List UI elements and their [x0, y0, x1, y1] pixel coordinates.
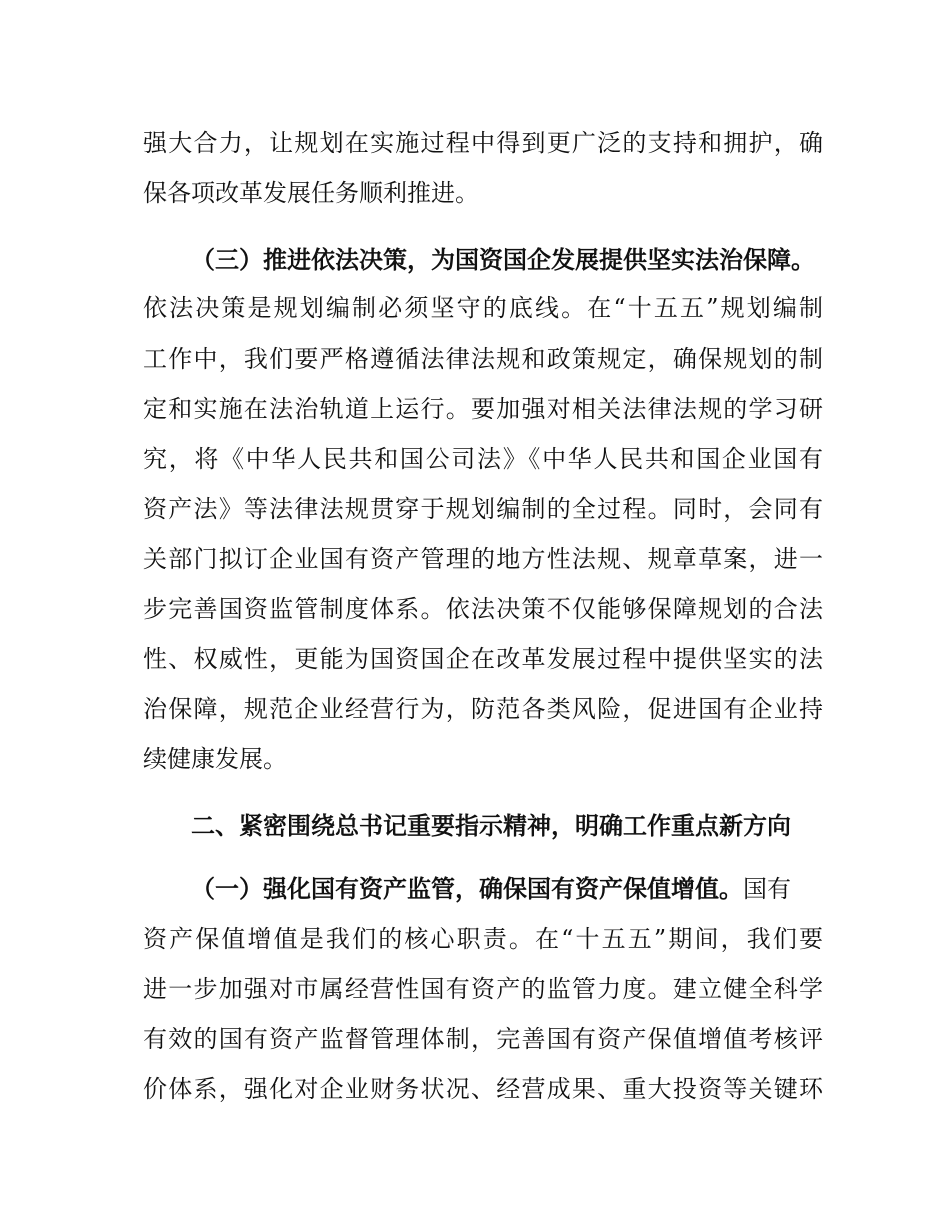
paragraph-line: 治保障，规范企业经营行为，防范各类风险，促进国有企业持 — [143, 695, 823, 723]
subsection-heading: （三）推进依法决策，为国资国企发展提供坚实法治保障。 — [191, 246, 815, 274]
paragraph-line: 定和实施在法治轨道上运行。要加强对相关法律法规的学习研 — [143, 395, 823, 423]
paragraph-line: 工作中，我们要严格遵循法律法规和政策规定，确保规划的制 — [143, 345, 823, 373]
paragraph-line: 价体系，强化对企业财务状况、经营成果、重大投资等关键环 — [143, 1075, 823, 1103]
paragraph-line: 究，将《中华人民共和国公司法》《中华人民共和国企业国有 — [143, 445, 823, 473]
paragraph-line: 保各项改革发展任务顺利推进。 — [143, 179, 479, 207]
paragraph-line: 进一步加强对市属经营性国有资产的监管力度。建立健全科学 — [143, 975, 823, 1003]
paragraph-line: 关部门拟订企业国有资产管理的地方性法规、规章草案，进一 — [143, 545, 823, 573]
heading-tail-text: 国有 — [743, 875, 791, 903]
subsection-heading: （一）强化国有资产监管，确保国有资产保值增值。 — [191, 875, 743, 903]
paragraph-line: 资产法》等法律法规贯穿于规划编制的全过程。同时，会同有 — [143, 495, 823, 523]
paragraph-line: 资产保值增值是我们的核心职责。在“十五五”期间，我们要 — [143, 925, 823, 953]
paragraph-line: 性、权威性，更能为国资国企在改革发展过程中提供坚实的法 — [143, 645, 823, 673]
paragraph-line: 依法决策是规划编制必须坚守的底线。在“十五五”规划编制 — [143, 294, 823, 322]
paragraph-line: 强大合力，让规划在实施过程中得到更广泛的支持和拥护，确 — [143, 129, 823, 157]
subsection-heading-row — [143, 871, 833, 907]
paragraph-line: 有效的国有资产监督管理体制，完善国有资产保值增值考核评 — [143, 1025, 823, 1053]
paragraph-line: 续健康发展。 — [143, 745, 287, 773]
paragraph-line: 步完善国资监管制度体系。依法决策不仅能够保障规划的合法 — [143, 595, 823, 623]
section-heading: 二、紧密围绕总书记重要指示精神，明确工作重点新方向 — [191, 812, 791, 840]
